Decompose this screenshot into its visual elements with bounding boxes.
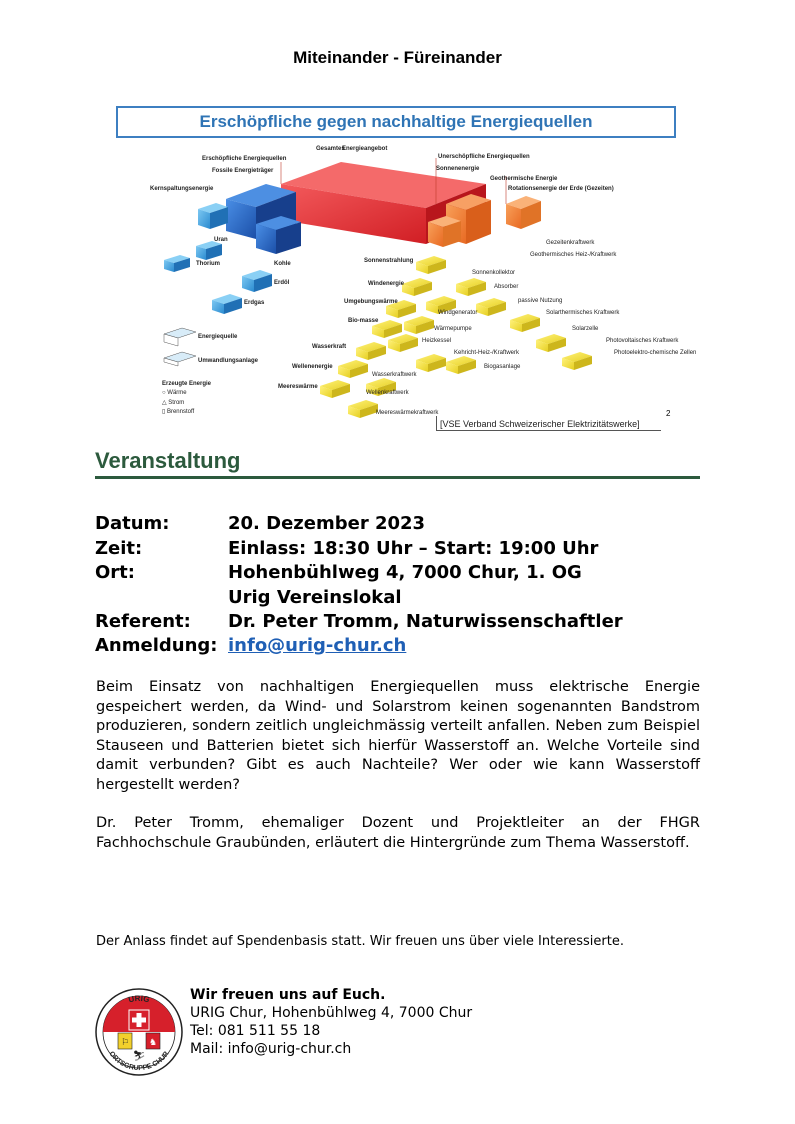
figure-title: Erschöpfliche gegen nachhaltige Energiequellen: [199, 112, 593, 131]
label-solar-energy: Sonnenenergie: [436, 166, 480, 172]
conv-label: passive Nutzung: [518, 298, 563, 304]
label-exhaustible: Erschöpfliche Energiequellen: [202, 156, 287, 162]
detail-label: Datum:: [95, 513, 170, 534]
label-inexhaustible: Unerschöpfliche Energiequellen: [438, 154, 530, 160]
svg-text:⛷: ⛷: [132, 1051, 146, 1062]
section-heading: Veranstaltung: [95, 448, 241, 473]
detail-value: Hohenbühlweg 4, 7000 Chur, 1. OG: [228, 562, 582, 583]
contact-title: Wir freuen uns auf Euch.: [190, 987, 386, 1003]
label-geothermal: Geothermische Energie: [490, 176, 558, 182]
label-total: Gesamtes: [316, 146, 345, 152]
detail-label: Referent:: [95, 611, 191, 632]
logo-bottom-text: ORTSGRUPPE CHUR: [107, 1050, 171, 1073]
detail-value: 20. Dezember 2023: [228, 513, 426, 534]
label-solar-radiation: Sonnenstrahlung: [364, 258, 414, 264]
section-divider: [95, 476, 700, 479]
label-ambient-heat: Umgebungswärme: [344, 299, 398, 305]
label-hydro: Wasserkraft: [312, 344, 347, 350]
registration-email-link[interactable]: info@urig-chur.ch: [228, 635, 407, 656]
conv-label: Solarthermisches Kraftwerk: [546, 310, 620, 316]
legend-fuel: ▯ Brennstoff: [162, 409, 195, 415]
donation-note: Der Anlass findet auf Spendenbasis statt. Wir freuen uns über viele Interessierte.: [96, 934, 624, 949]
page-title: Miteinander - Füreinander: [293, 48, 502, 67]
footnote-marker: 2: [666, 409, 671, 418]
svg-text:♞: ♞: [148, 1038, 158, 1048]
energy-sources-figure: [116, 104, 697, 434]
figure-legend-swatches: [164, 328, 196, 366]
conv-label: Absorber: [494, 284, 519, 290]
label-wind: Windenergie: [368, 281, 404, 287]
logo-top-text: URIG: [127, 993, 151, 1005]
detail-value: Dr. Peter Tromm, Naturwissenschaftler: [228, 611, 623, 632]
contact-mail: Mail: info@urig-chur.ch: [190, 1041, 352, 1057]
label-kohle: Kohle: [274, 261, 291, 267]
detail-value: Urig Vereinslokal: [228, 587, 402, 608]
detail-value: Einlass: 18:30 Uhr – Start: 19:00 Uhr: [228, 538, 599, 559]
label-nuclear: Kernspaltungsenergie: [150, 186, 214, 192]
contact-address: URIG Chur, Hohenbühlweg 4, 7000 Chur: [190, 1005, 473, 1021]
conv-label: Sonnenkollektor: [472, 270, 516, 276]
fossil-blocks: [164, 184, 301, 314]
conv-label: Gezeitenkraftwerk: [546, 240, 595, 246]
label-biomass: Bio-masse: [348, 318, 379, 324]
conv-label: Photoelektro-chemische Zellen: [614, 350, 697, 356]
figure-source: [VSE Verband Schweizerischer Elektrizitätswerke]: [440, 419, 640, 429]
contact-phone: Tel: 081 511 55 18: [190, 1023, 321, 1039]
conv-label: Solarzelle: [572, 326, 599, 332]
conv-label: Meereswärmekraftwerk: [376, 410, 439, 416]
conv-label: Wärmepumpe: [434, 326, 472, 332]
urig-logo: [94, 987, 184, 1077]
legend-heat: ○ Wärme: [162, 390, 187, 396]
conv-label: Geothermisches Heiz-/Kraftwerk: [530, 252, 617, 258]
conv-label: Photovoltaisches Kraftwerk: [606, 338, 679, 344]
label-wave: Wellenenergie: [292, 364, 333, 370]
legend-produced: Erzeugte Energie: [162, 381, 212, 387]
detail-label: Zeit:: [95, 538, 143, 559]
conv-label: Wellenkraftwerk: [366, 390, 409, 396]
conv-label: Windgenerator: [438, 310, 478, 316]
conv-label: Heizkessel: [422, 338, 452, 344]
label-rotation: Rotationsenergie der Erde (Gezeiten): [508, 186, 614, 192]
legend-conversion: Umwandlungsanlage: [198, 358, 259, 364]
label-fossil: Fossile Energieträger: [212, 168, 274, 174]
label-energy-supply: Energieangebot: [342, 146, 388, 152]
conv-label: Biogasanlage: [484, 364, 521, 370]
legend-source: Energiequelle: [198, 334, 238, 340]
label-thorium: Thorium: [196, 261, 220, 267]
conv-label: Wasserkraftwerk: [372, 372, 417, 378]
detail-label: Ort:: [95, 562, 135, 583]
speaker-paragraph: Dr. Peter Tromm, ehemaliger Dozent und Projektleiter an der FHGR Fachhochschule Graubünden, erläutert die Hintergründe zum Thema Wasserstoff.: [96, 815, 700, 851]
label-ocean-heat: Meereswärme: [278, 384, 318, 390]
description-paragraph: Beim Einsatz von nachhaltigen Energiequellen muss elektrische Energie gespeichert werden, da Wind- und Solarstrom keinen sogenannten Bandstrom produzieren, sondern zeitlich ungleichmässig verteilt anfallen. Neben zum Beispiel Stauseen und Batterien bietet sich hierfür Wasserstoff an. Welche Vorteile sind damit verbunden? Gibt es auch Nachteile? Wer oder wie kann Wasserstoff hergestellt werden?: [96, 679, 700, 793]
yellow-blocks: [320, 256, 592, 418]
urig-logo-icon: [94, 987, 184, 1077]
detail-label: Anmeldung:: [95, 635, 218, 656]
label-erdoel: Erdöl: [274, 280, 290, 286]
conv-label: Kehricht-Heiz-/Kraftwerk: [454, 350, 520, 356]
legend-electricity: △ Strom: [162, 400, 185, 406]
contact-block: [190, 986, 472, 1058]
label-uran: Uran: [214, 237, 228, 243]
svg-text:⚐: ⚐: [120, 1038, 130, 1048]
label-erdgas: Erdgas: [244, 300, 265, 306]
figure-title-box: [116, 106, 676, 138]
